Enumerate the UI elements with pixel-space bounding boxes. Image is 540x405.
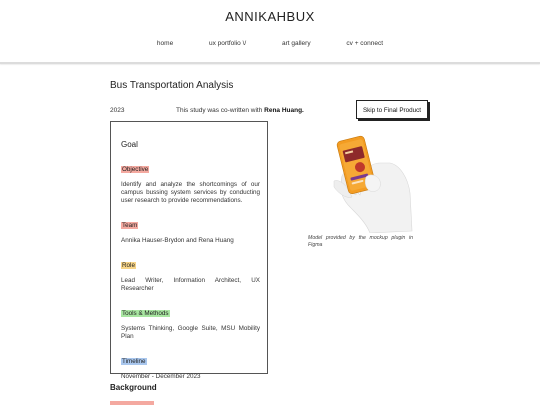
role-label: Role: [122, 262, 135, 269]
page-title: Bus Transportation Analysis: [110, 80, 234, 91]
nav-ux-portfolio[interactable]: ux portfolio \/: [209, 40, 247, 47]
timeline-label: Timeline: [122, 358, 146, 365]
phone-mockup-image: [330, 133, 413, 233]
site-header: [0, 0, 540, 64]
team-text: Annika Hauser-Brydon and Rena Huang: [121, 237, 234, 244]
tools-text: Systems Thinking, Google Suite, MSU Mobility Plan: [121, 325, 260, 340]
background-heading: Background: [110, 383, 157, 392]
site-title[interactable]: ANNIKAHBUX: [225, 9, 315, 24]
role-text: Lead Writer, Information Architect, UX Researcher: [121, 277, 260, 292]
team-label: Team: [122, 222, 138, 229]
nav-home[interactable]: home: [156, 40, 174, 47]
timeline-text: November - December 2023: [121, 373, 201, 380]
objective-text: Identify and analyze the shortcomings of our campus bussing system services by conducting user research to provide recommendations.: [121, 181, 260, 204]
header-divider: [0, 62, 540, 64]
project-year: 2023: [110, 107, 125, 114]
cowritten-prefix: This study was co-written with: [176, 107, 265, 114]
nav-art-gallery[interactable]: art gallery: [282, 40, 311, 47]
tools-label: Tools & Methods: [122, 310, 169, 317]
cowriter-name: Rena Huang.: [264, 107, 304, 114]
cropped-section-tag: [110, 401, 154, 405]
mockup-caption: Model provided by the mockup plugin in Figma: [308, 235, 413, 248]
nav-cv-connect[interactable]: cv + connect: [346, 40, 384, 47]
main-nav: [0, 40, 540, 47]
goal-heading: Goal: [121, 140, 138, 149]
cowritten-note: [176, 107, 304, 114]
project-info-box: [110, 121, 268, 380]
objective-label: Objective: [122, 166, 149, 173]
skip-to-final-product-button[interactable]: Skip to Final Product: [356, 100, 428, 119]
